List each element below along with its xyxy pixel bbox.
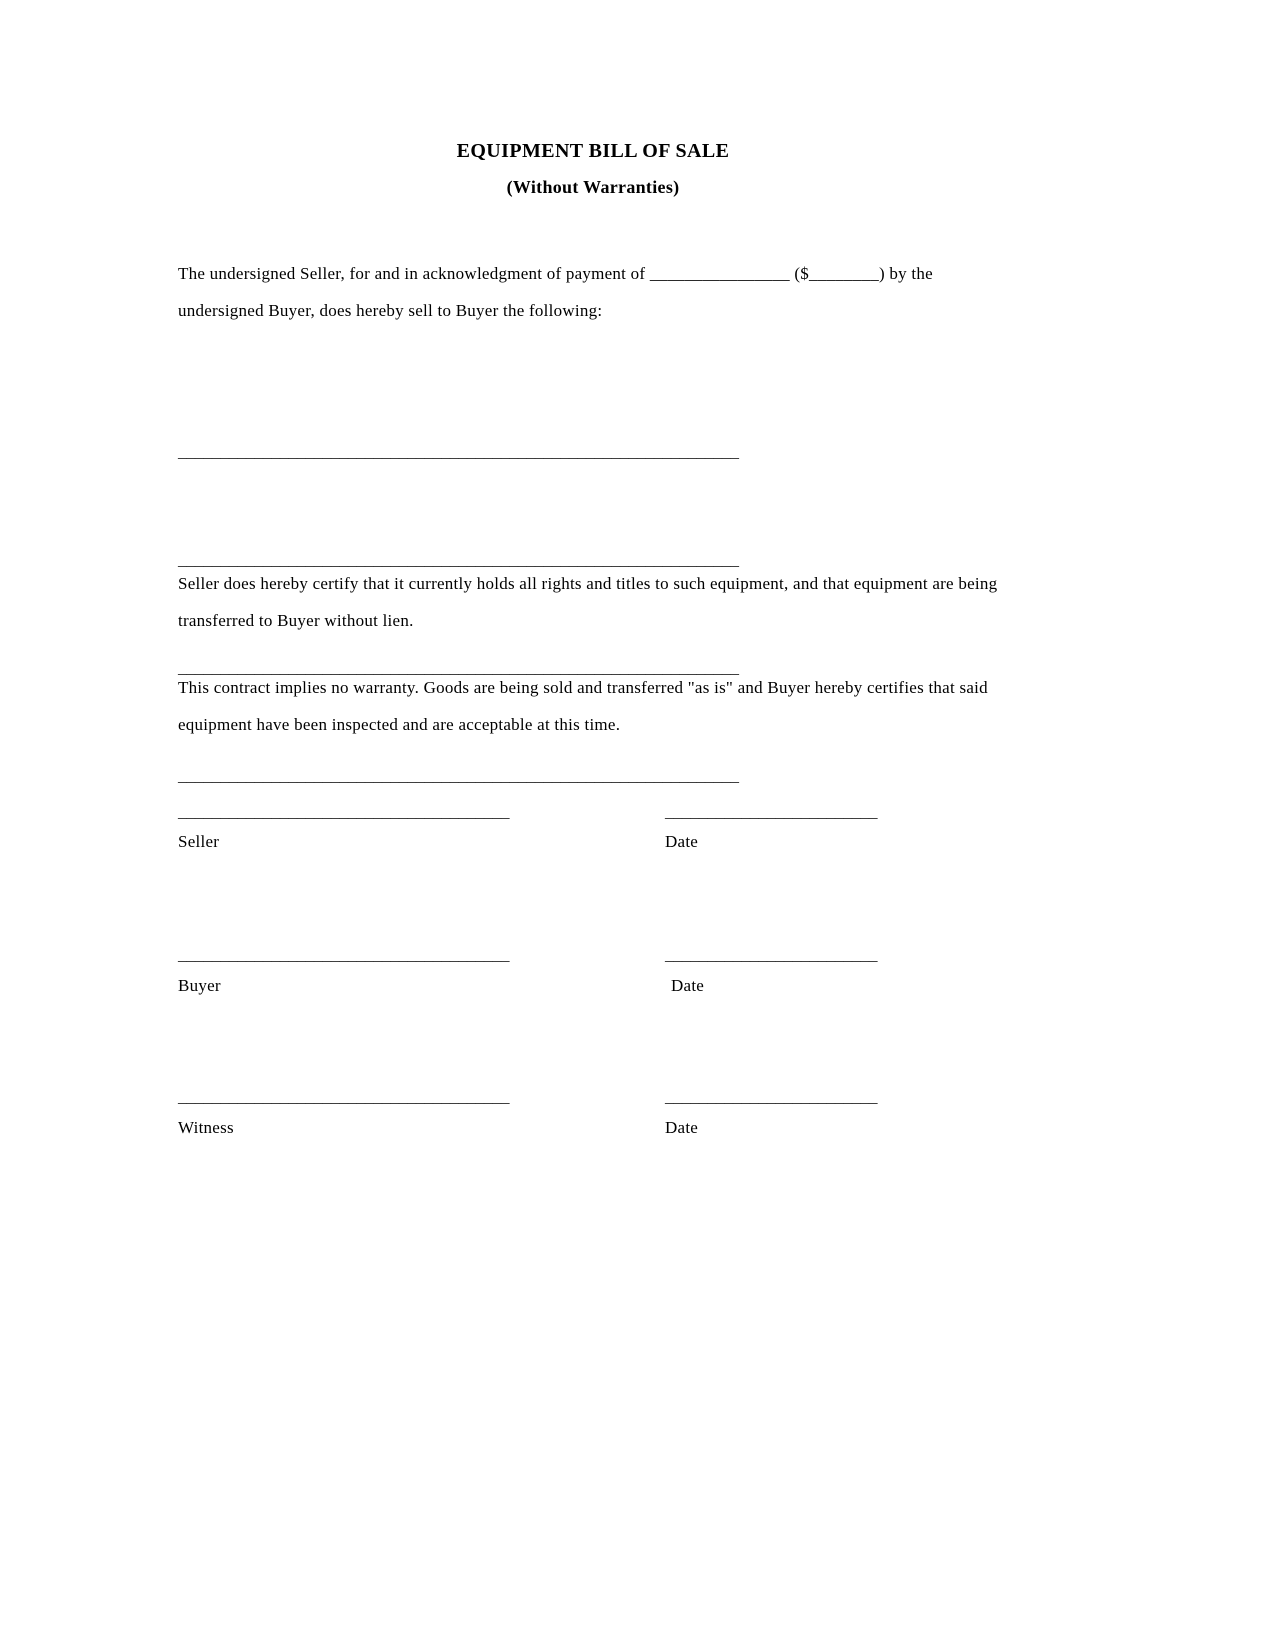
warranty-paragraph: This contract implies no warranty. Goods are being sold and transferred "as is" and Buyer hereby certifies that said equipment have been inspected and are acceptable at this time. [178, 678, 988, 734]
equipment-blank-line: __________________________________________________________________ [178, 550, 739, 569]
seller-signature-line: _______________________________________ [178, 802, 510, 821]
seller-label: Seller [178, 832, 220, 851]
buyer-date-label: Date [671, 976, 705, 995]
payment-amount-number-blank: ________ [809, 264, 879, 283]
document-title: EQUIPMENT BILL OF SALE [456, 140, 730, 162]
buyer-date-line: _________________________ [665, 945, 878, 964]
witness-date-line: _________________________ [665, 1087, 878, 1106]
buyer-signature-line: _______________________________________ [178, 945, 510, 964]
witness-signature-line: _______________________________________ [178, 1087, 510, 1106]
witness-label: Witness [178, 1118, 234, 1137]
seller-date-line: _________________________ [665, 802, 878, 821]
equipment-blank-line: __________________________________________________________________ [178, 658, 739, 677]
intro-text-3: ) by the undersigned Buyer, does hereby sell to Buyer the following: [178, 264, 933, 320]
intro-text-2: ($ [789, 264, 809, 283]
seller-date-label: Date [665, 832, 699, 851]
buyer-label: Buyer [178, 976, 221, 995]
intro-text-1: The undersigned Seller, for and in acknowledgment of payment of [178, 264, 650, 283]
equipment-blank-line: __________________________________________________________________ [178, 766, 739, 785]
payment-amount-words-blank: ________________ [649, 264, 790, 283]
certify-paragraph: Seller does hereby certify that it currently holds all rights and titles to such equipment, and that equipment are being transferred to Buyer without lien. [178, 574, 998, 630]
witness-date-label: Date [665, 1118, 699, 1137]
intro-paragraph [178, 255, 1008, 329]
document-subtitle: (Without Warranties) [506, 177, 680, 197]
equipment-blank-line: __________________________________________________________________ [178, 442, 739, 461]
